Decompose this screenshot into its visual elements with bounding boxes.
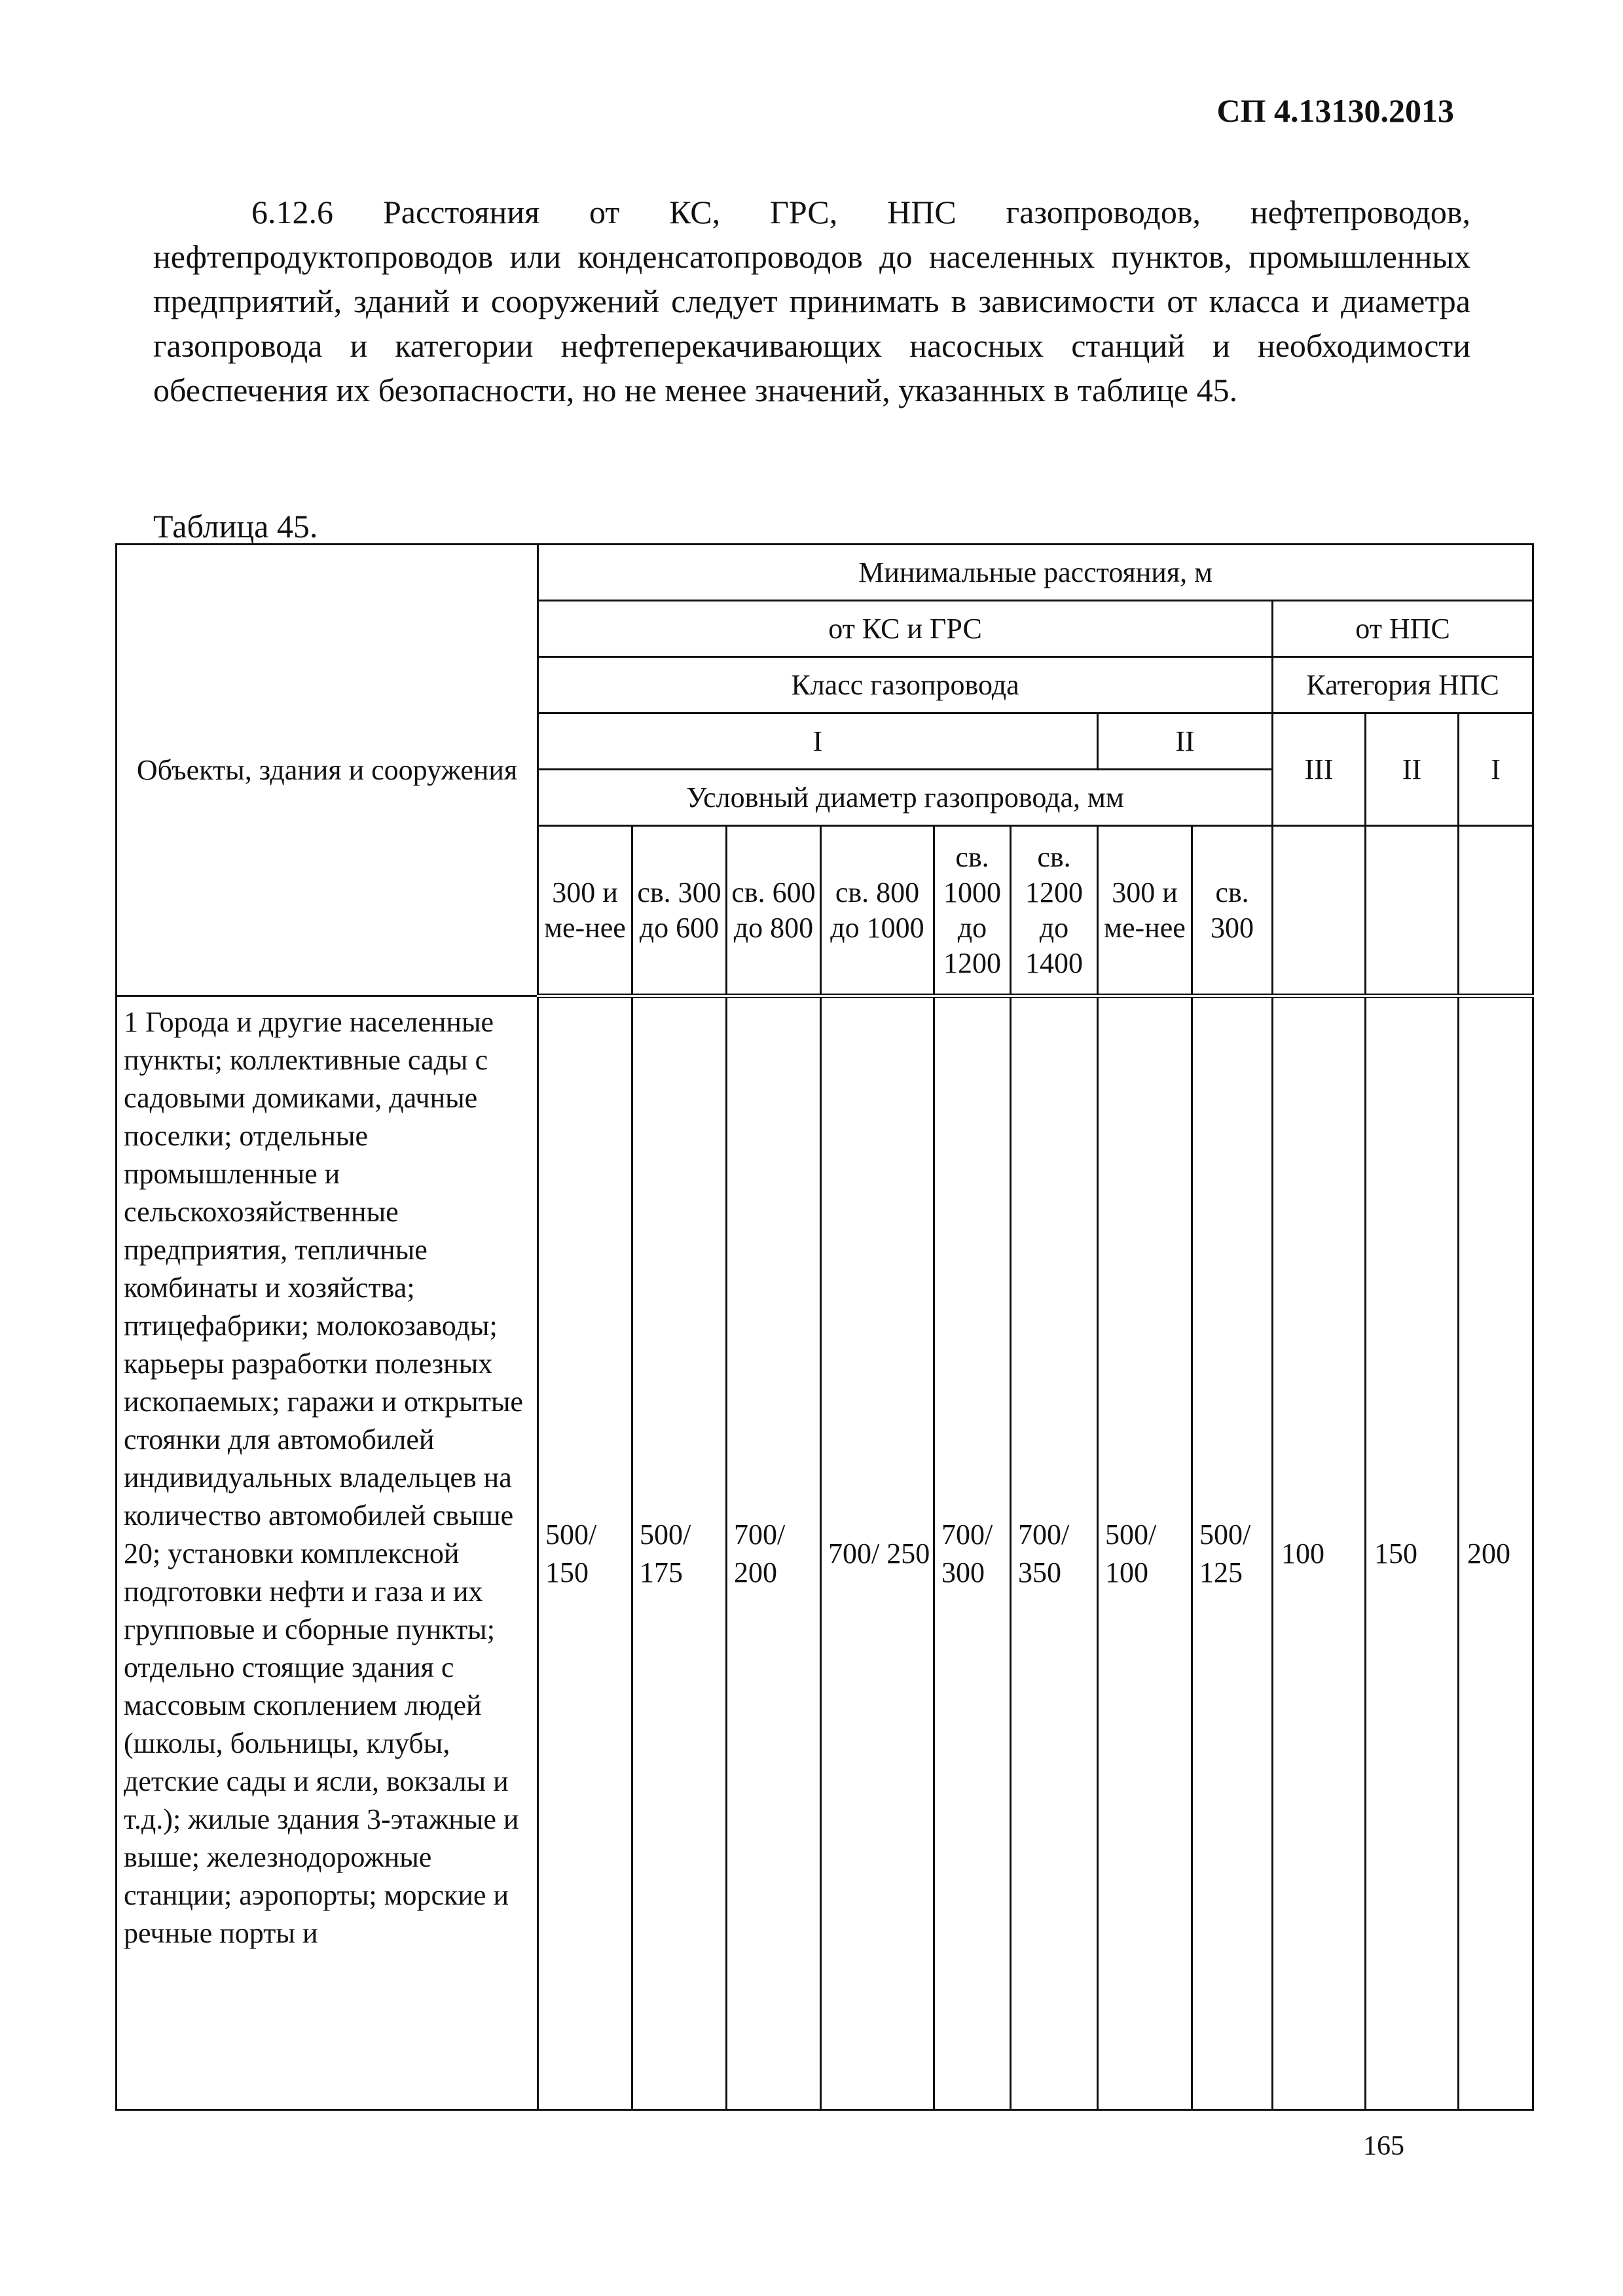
- header-category-1: I: [1459, 713, 1533, 826]
- value-cell: 500/ 100: [1098, 996, 1192, 2110]
- diameter-cell: св. 300: [1192, 826, 1273, 996]
- paragraph-6-12-6: [153, 190, 1470, 412]
- paragraph-text: Расстояния от КС, ГРС, НПС газопроводов, нефтепроводов, нефтепродуктопроводов или конденсатопроводов до населенных пунктов, промышленных предприятий, зданий и сооружений следует принимать в зависимости от класса и диаметра газопровода и категории нефтеперекачивающих насосных станций и необходимости обеспечения их безопасности, но не менее значений, указанных в таблице 45.: [153, 194, 1470, 408]
- header-from-ks-grs: от КС и ГРС: [538, 601, 1273, 657]
- value-cell: 700/ 200: [727, 996, 821, 2110]
- diameter-cell: св. 300 до 600: [632, 826, 727, 996]
- value-cell: 700/ 300: [934, 996, 1011, 2110]
- value-cell: 700/ 350: [1011, 996, 1098, 2110]
- table-caption: Таблица 45.: [153, 508, 318, 545]
- header-from-nps: от НПС: [1273, 601, 1533, 657]
- header-pipeline-class: Класс газопровода: [538, 657, 1273, 713]
- header-objects: Объекты, здания и сооружения: [117, 545, 538, 996]
- value-cell: 500/ 175: [632, 996, 727, 2110]
- header-min-distances: Минимальные расстояния, м: [538, 545, 1533, 601]
- diameter-cell: 300 и ме-нее: [1098, 826, 1192, 996]
- header-category-2: II: [1366, 713, 1459, 826]
- empty-cell: [1366, 826, 1459, 996]
- row-object-name: 1 Города и другие населенные пункты; коллективные сады с садовыми домиками, дачные поселки; отдельные промышленные и сельскохозяйственные предприятия, тепличные комбинаты и хозяйства; птицефабрики; молокозаводы; карьеры разработки полезных ископаемых; гаражи и открытые стоянки для автомобилей индивидуальных владельцев на количество автомобилей свыше 20; установки комплексной подготовки нефти и газа и их групповые и сборные пункты; отдельно стоящие здания с массовым скоплением людей (школы, больницы, клубы, детские сады и ясли, вокзалы и т.д.); жилые здания 3-этажные и выше; железнодорожные станции; аэропорты; морские и речные порты и: [117, 996, 538, 2110]
- diameter-cell: св. 1200 до 1400: [1011, 826, 1098, 996]
- diameter-cell: 300 и ме-нее: [538, 826, 632, 996]
- value-cell: 150: [1366, 996, 1459, 2110]
- header-category-3: III: [1273, 713, 1366, 826]
- diameter-cell: св. 1000 до 1200: [934, 826, 1011, 996]
- value-cell: 200: [1459, 996, 1533, 2110]
- header-nps-category: Категория НПС: [1273, 657, 1533, 713]
- diameter-cell: св. 600 до 800: [727, 826, 821, 996]
- document-code: СП 4.13130.2013: [1216, 92, 1454, 129]
- value-cell: 500/ 125: [1192, 996, 1273, 2110]
- header-diameter: Условный диаметр газопровода, мм: [538, 770, 1273, 826]
- value-cell: 500/ 150: [538, 996, 632, 2110]
- page-number: 165: [1363, 2131, 1404, 2161]
- empty-cell: [1459, 826, 1533, 996]
- paragraph-number: 6.12.6: [251, 194, 333, 230]
- value-cell: 100: [1273, 996, 1366, 2110]
- diameter-cell: св. 800 до 1000: [821, 826, 934, 996]
- header-class-1: I: [538, 713, 1098, 770]
- table-45: [115, 543, 1534, 2111]
- empty-cell: [1273, 826, 1366, 996]
- table-row: [117, 996, 1533, 2110]
- value-cell: 700/ 250: [821, 996, 934, 2110]
- header-class-2: II: [1098, 713, 1273, 770]
